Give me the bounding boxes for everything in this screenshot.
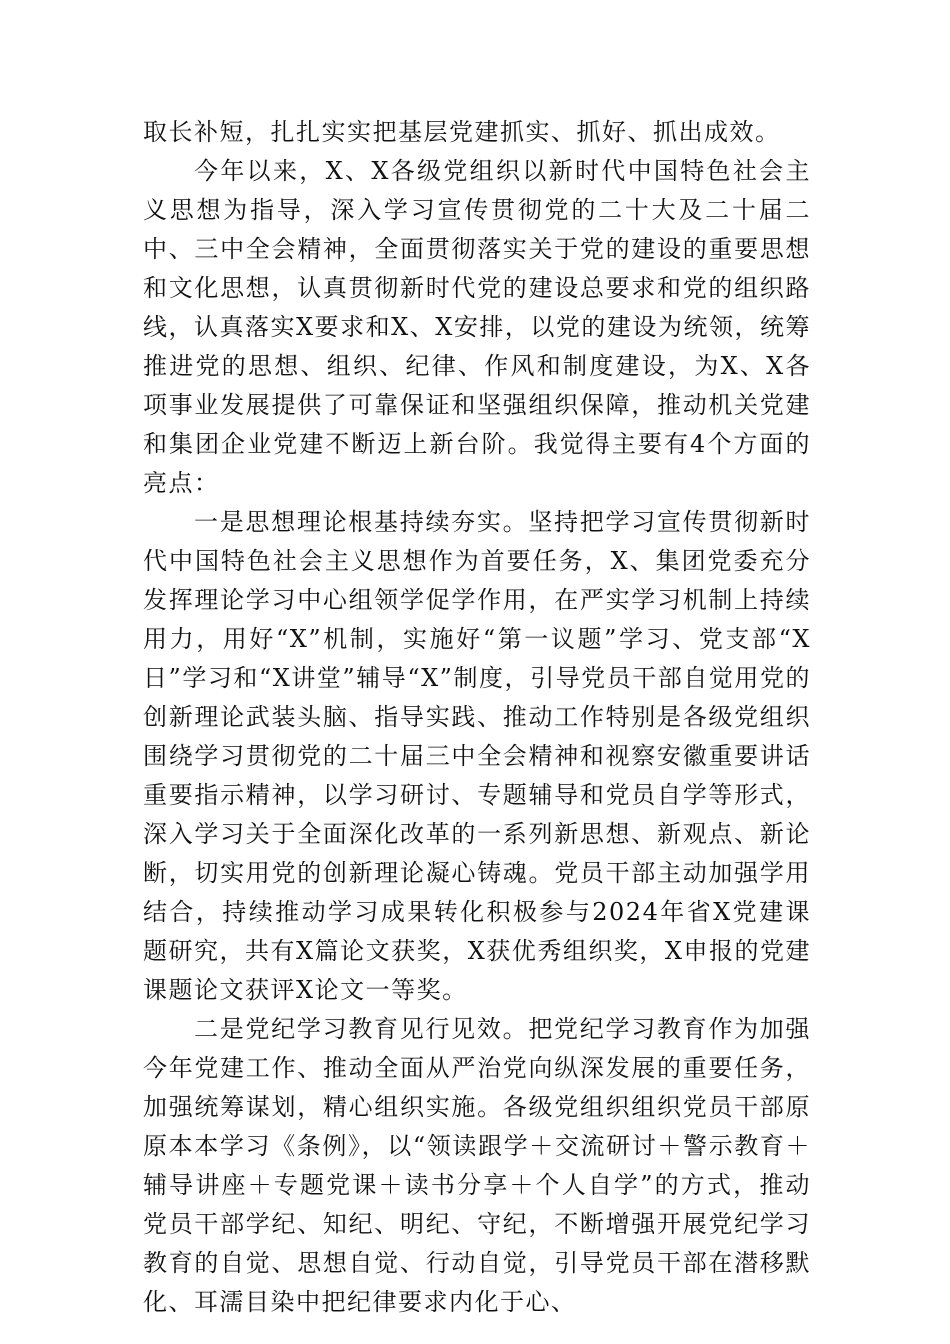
document-body [143, 113, 811, 1322]
paragraph-intro: 今年以来，X、X各级党组织以新时代中国特色社会主义思想为指导，深入学习宣传贯彻党的二十大及二十届二中、三中全会精神，全面贯彻落实关于党的建设的重要思想和文化思想，认真贯彻新时代党的建设总要求和党的组织路线，认真落实X要求和X、X安排，以党的建设为统领，统筹推进党的思想、组织、纪律、作风和制度建设，为X、X各项事业发展提供了可靠保证和坚强组织保障，推动机关党建和集团企业党建不断迈上新台阶。我觉得主要有4个方面的亮点： [143, 157, 811, 497]
paragraph-point-one: 一是思想理论根基持续夯实。坚持把学习宣传贯彻新时代中国特色社会主义思想作为首要任务，X、集团党委充分发挥理论学习中心组领学促学作用，在严实学习机制上持续用力，用好“X”机制，实施好“第一议题”学习、党支部“X日”学习和“X讲堂”辅导“X”制度，引导党员干部自觉用党的创新理论武装头脑、指导实践、推动工作特别是各级党组织围绕学习贯彻党的二十届三中全会精神和视察安徽重要讲话重要指示精神，以学习研讨、专题辅导和党员自学等形式，深入学习关于全面深化改革的一系列新思想、新观点、新论断，切实用党的创新理论凝心铸魂。党员干部主动加强学用结合，持续推动学习成果转化积极参与2024年省X党建课题研究，共有X篇论文获奖，X获优秀组织奖，X申报的党建课题论文获评X论文一等奖。 [143, 508, 811, 1004]
paragraph-point-two: 二是党纪学习教育见行见效。把党纪学习教育作为加强今年党建工作、推动全面从严治党向纵深发展的重要任务，加强统筹谋划，精心组织实施。各级党组织组织党员干部原原本本学习《条例》，以“领读跟学＋交流研讨＋警示教育＋辅导讲座＋专题党课＋读书分享＋个人自学”的方式，推动党员干部学纪、知纪、明纪、守纪，不断增强开展党纪学习教育的自觉、思想自觉、行动自觉，引导党员干部在潜移默化、耳濡目染中把纪律要求内化于心、 [143, 1015, 811, 1316]
paragraph-continuation: 取长补短，扎扎实实把基层党建抓实、抓好、抓出成效。 [143, 118, 781, 146]
